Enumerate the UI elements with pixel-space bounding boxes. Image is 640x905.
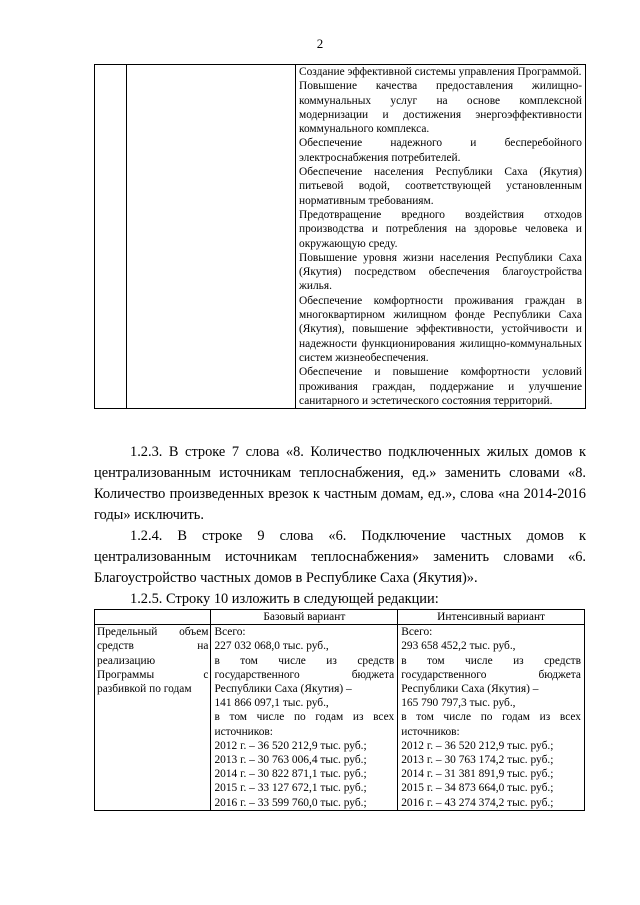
- base-year-2015: 2015 г. – 33 127 672,1 тыс. руб.;: [214, 782, 367, 795]
- base-total: 227 032 068,0 тыс. руб.,: [214, 640, 329, 653]
- base-state-budget-intro: в том числе из средств государственного бюджета Республики Саха (Якутия) –: [214, 654, 395, 696]
- base-year-2016: 2016 г. – 33 599 760,0 тыс. руб.;: [214, 796, 367, 809]
- goal-item: Повышение качества предоставления жилищно-коммунальных услуг на основе комплексной модернизации и достижения энергоэффективности коммунального комплекса.: [299, 80, 582, 136]
- goals-table: [94, 64, 586, 409]
- intensive-by-years-intro: в том числе по годам из всех источников:: [401, 711, 581, 738]
- intensive-year-2015: 2015 г. – 34 873 664,0 тыс. руб.;: [401, 782, 554, 795]
- goal-item: Обеспечение надежного и бесперебойного электроснабжения потребителей.: [299, 137, 582, 164]
- row-label: Предельный объем средств на реализацию Программы с разбивкой по годам: [97, 626, 209, 696]
- row-label-cell: [95, 625, 211, 811]
- paragraph-1-2-3: 1.2.3. В строке 7 слова «8. Количество подключенных жилых домов к централизованным источникам теплоснабжения, ед.» заменить словами «8. Количество произведенных врезок к частным домам, ед.», слова «на 2014-2016 годы» исключить.: [94, 444, 586, 523]
- paragraph-1-2-5: 1.2.5. Строку 10 изложить в следующей редакции:: [130, 591, 439, 607]
- goal-item: Предотвращение вредного воздействия отходов производства и потребления на здоровье человека и окружающую среду.: [299, 208, 582, 250]
- base-state-budget: 141 866 097,1 тыс. руб.,: [214, 697, 329, 710]
- goal-item: Создание эффективной системы управления Программой.: [299, 66, 582, 78]
- funding-table: [94, 609, 585, 811]
- goal-item: Обеспечение и повышение комфортности условий проживания граждан, поддержание и улучшение санитарного и эстетического состояния территорий.: [299, 366, 582, 407]
- goals-cell: [296, 65, 586, 409]
- intensive-total-label: Всего:: [401, 626, 433, 639]
- intensive-year-2014: 2014 г. – 31 381 891,9 тыс. руб.;: [401, 768, 554, 781]
- amendment-text: [94, 442, 586, 610]
- header-intensive: Интенсивный вариант: [398, 610, 585, 625]
- header-empty: [95, 610, 211, 625]
- base-total-label: Всего:: [214, 626, 246, 639]
- table-header-row: [95, 610, 585, 625]
- intensive-state-budget: 165 790 797,3 тыс. руб.,: [401, 697, 516, 710]
- table-row: [95, 65, 586, 409]
- base-variant-cell: [211, 625, 398, 811]
- table-cell-number: [95, 65, 127, 409]
- intensive-year-2012: 2012 г. – 36 520 212,9 тыс. руб.;: [401, 739, 554, 752]
- base-year-2013: 2013 г. – 30 763 006,4 тыс. руб.;: [214, 754, 367, 767]
- page-number: 2: [316, 36, 324, 51]
- paragraph-1-2-4: 1.2.4. В строке 9 слова «6. Подключение частных домов к централизованным источникам теплоснабжения» заменить словами «6. Благоустройство частных домов в Республике Саха (Якутия)».: [94, 528, 586, 586]
- intensive-state-budget-intro: в том числе из средств государственного бюджета Республики Саха (Якутия) –: [401, 654, 581, 696]
- intensive-year-2013: 2013 г. – 30 763 174,2 тыс. руб.;: [401, 754, 554, 767]
- base-by-years-intro: в том числе по годам из всех источников:: [214, 711, 395, 738]
- base-year-2014: 2014 г. – 30 822 871,1 тыс. руб.;: [214, 768, 367, 781]
- intensive-variant-cell: [398, 625, 585, 811]
- table-row: [95, 625, 585, 811]
- intensive-total: 293 658 452,2 тыс. руб.,: [401, 640, 516, 653]
- goal-item: Повышение уровня жизни населения Республики Саха (Якутия) посредством обеспечения благоустройства жилья.: [299, 251, 582, 293]
- goal-item: Обеспечение населения Республики Саха (Якутия) питьевой водой, соответствующей установленным нормативным требованиям.: [299, 166, 582, 207]
- table-cell-title: [127, 65, 296, 409]
- base-year-2012: 2012 г. – 36 520 212,9 тыс. руб.;: [214, 739, 367, 752]
- header-base: Базовый вариант: [211, 610, 398, 625]
- goal-item: Обеспечение комфортности проживания граждан в многоквартирном жилищном фонде Республики Саха (Якутия), повышение эффективности, устойчивости и надежности функционирования жилищно-коммунальных систем жизнеобеспечения.: [299, 294, 582, 364]
- intensive-year-2016: 2016 г. – 43 274 374,2 тыс. руб.;: [401, 796, 554, 809]
